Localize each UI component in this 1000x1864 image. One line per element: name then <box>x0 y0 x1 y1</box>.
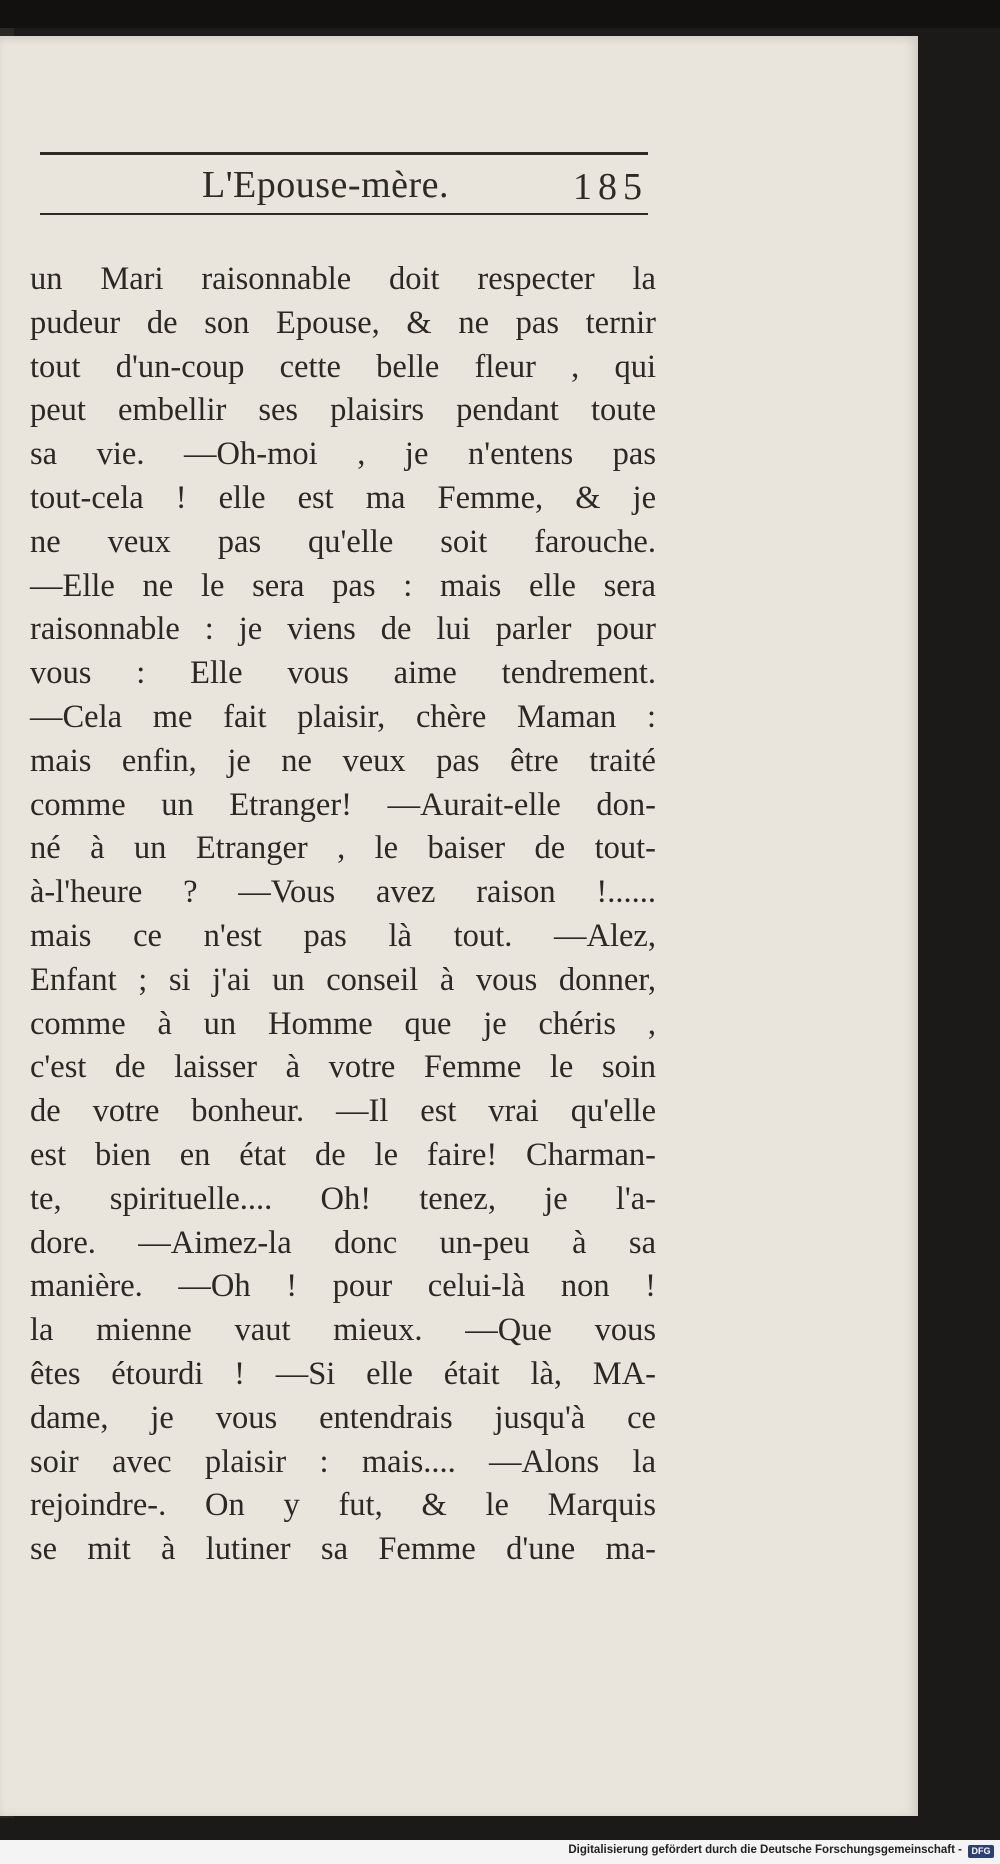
text-line: tout d'un-coup cette belle fleur , qui <box>30 348 656 385</box>
text-line: un Mari raisonnable doit respecter la <box>30 261 656 297</box>
text-line: la mienne vaut mieux. —Que vous <box>30 1312 656 1349</box>
text-line: tout-cela ! elle est ma Femme, & je <box>30 479 656 516</box>
funding-credit: Digitalisierung gefördert durch die Deutsche Forschungsgemeinschaft - <box>568 1844 962 1856</box>
text-line: de votre bonheur. —Il est vrai qu'elle <box>30 1093 656 1130</box>
text-line: est bien en état de le faire! Charman- <box>30 1136 656 1173</box>
text-line: soir avec plaisir : mais.... —Alons la <box>30 1443 656 1480</box>
dfg-logo: DFG <box>968 1845 994 1858</box>
digitization-footer <box>0 1840 1000 1864</box>
text-line: manière. —Oh ! pour celui-là non ! <box>30 1268 656 1305</box>
running-title: L'Epouse-mère. <box>202 164 450 206</box>
scan-top-band <box>0 0 1000 28</box>
running-head <box>40 163 648 213</box>
text-line: Enfant ; si j'ai un conseil à vous donner, <box>30 961 656 998</box>
text-line: dame, je vous entendrais jusqu'à ce <box>30 1399 656 1436</box>
text-line: vous : Elle vous aime tendrement. <box>30 655 656 692</box>
text-line: sa vie. —Oh-moi , je n'entens pas <box>30 436 656 473</box>
text-line: pudeur de son Epouse, & ne pas ternir <box>30 304 656 341</box>
body-text <box>30 258 656 1572</box>
text-line: mais ce n'est pas là tout. —Alez, <box>30 917 656 954</box>
text-line: comme à un Homme que je chéris , <box>30 1005 656 1042</box>
text-line: se mit à lutiner sa Femme d'une ma- <box>30 1531 656 1568</box>
text-line: comme un Etranger! —Aurait-elle don- <box>30 786 656 823</box>
header-rule-bottom <box>40 213 648 215</box>
text-line: c'est de laisser à votre Femme le soin <box>30 1049 656 1086</box>
text-line: rejoindre-. On y fut, & le Marquis <box>30 1487 656 1524</box>
text-line: raisonnable : je viens de lui parler pour <box>30 611 656 648</box>
text-line: mais enfin, je ne veux pas être traité <box>30 742 656 779</box>
text-line: te, spirituelle.... Oh! tenez, je l'a- <box>30 1180 656 1217</box>
text-line: —Elle ne le sera pas : mais elle sera <box>30 567 656 604</box>
text-line: ne veux pas qu'elle soit farouche. <box>30 523 656 560</box>
text-line: dore. —Aimez-la donc un-peu à sa <box>30 1224 656 1261</box>
text-line: —Cela me fait plaisir, chère Maman : <box>30 698 656 735</box>
text-line: à-l'heure ? —Vous avez raison !...... <box>30 874 656 911</box>
text-line: né à un Etranger , le baiser de tout- <box>30 830 656 867</box>
text-line: peut embellir ses plaisirs pendant toute <box>30 392 656 429</box>
text-line: êtes étourdi ! —Si elle était là, MA- <box>30 1355 656 1392</box>
page-number: 185 <box>573 166 648 208</box>
header-rule-top <box>40 152 648 155</box>
